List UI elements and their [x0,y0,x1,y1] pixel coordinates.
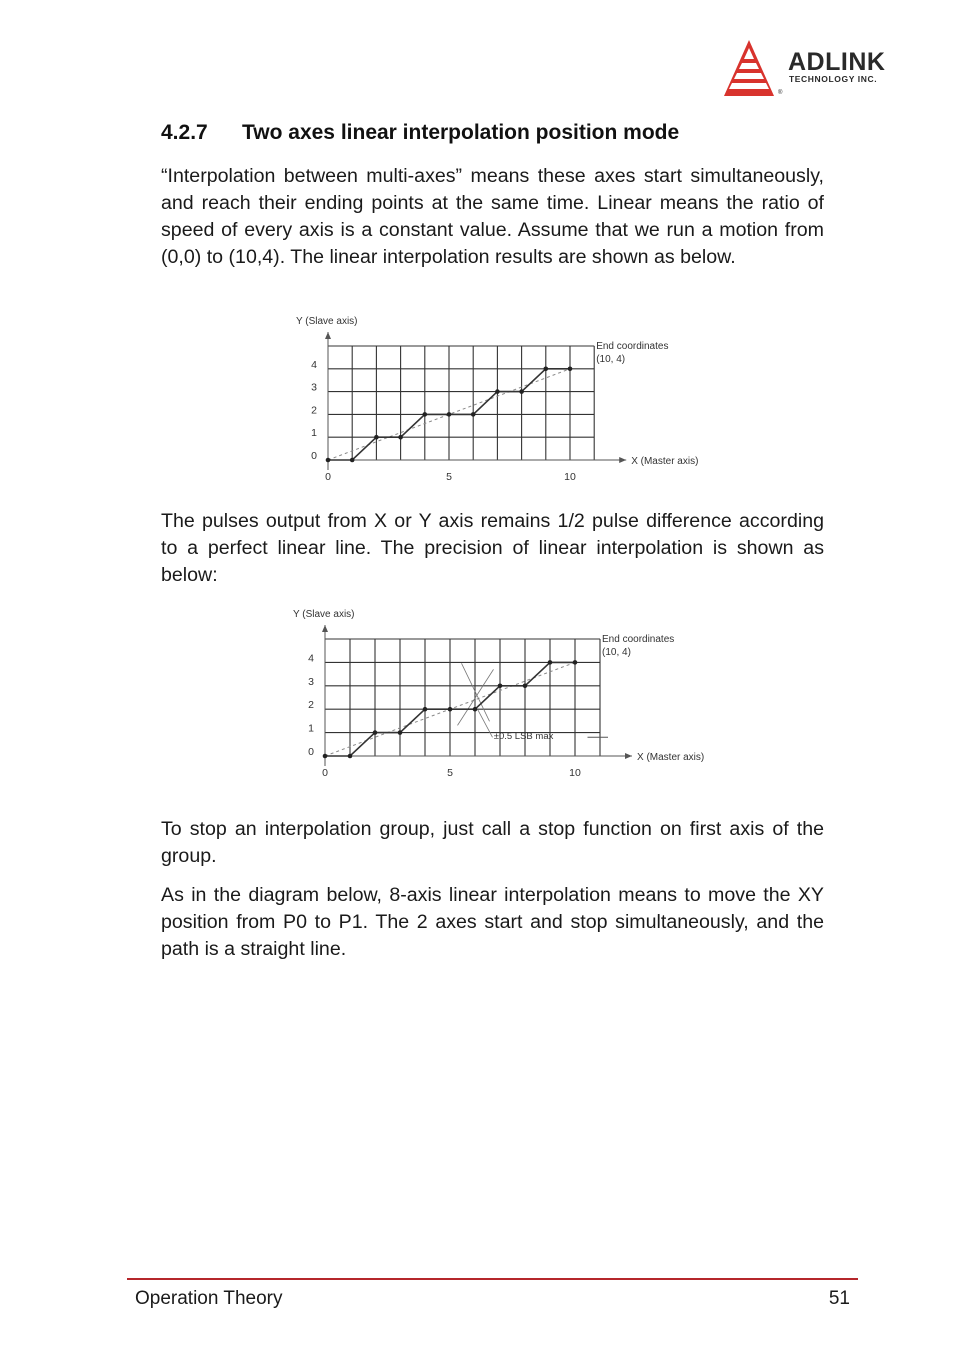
interpolation-point [447,412,452,417]
adlink-logo [722,38,912,100]
interpolation-point [471,412,476,417]
interpolation-point [374,435,379,440]
paragraph-pulse-precision: The pulses output from X or Y axis remains 1/2 pulse difference according to a perfect linear line. The precision of linear interpolation is shown as below: [161,510,824,586]
brand-subtitle: TECHNOLOGY INC. [789,74,878,84]
y-axis-arrow-icon [322,625,328,632]
interpolation-point [350,458,355,463]
interpolation-point [495,389,500,394]
interpolation-point [523,684,528,689]
brand-name: ADLINK [788,48,886,76]
interpolation-point [398,435,403,440]
x-tick-label: 0 [322,767,328,779]
y-tick-label: 2 [308,699,314,712]
end-coordinates-label: End coordinates [596,341,669,352]
footer-rule [127,1278,858,1280]
paragraph-intro: “Interpolation between multi-axes” means these axes start simultaneously, and reach their ending points at the same time. Linear means the ratio of speed of every axis is a constant value. Assume that we run a motion from (0,0) to (10,4). The linear interpolation results are shown as below. [161,165,824,268]
registered-mark: ® [778,90,783,96]
x-axis-arrow-icon [625,753,632,759]
interpolation-point [473,707,478,712]
section-number: 4.2.7 [161,121,208,144]
y-tick-label: 2 [311,404,317,417]
y-axis-label: Y (Slave axis) [293,609,355,620]
interpolation-point [519,389,524,394]
y-tick-label: 4 [311,358,317,371]
x-axis-label: X (Master axis) [631,456,699,467]
interpolation-point [498,684,503,689]
interpolation-point [423,707,428,712]
x-tick-label: 10 [564,471,576,483]
x-axis-arrow-icon [619,457,626,463]
x-tick-label: 5 [447,767,453,779]
paragraph-8-axis: As in the diagram below, 8-axis linear interpolation means to move the XY position from P0 to P1. The 2 axes start and stop simultaneously, and the path is a straight line. [161,884,824,960]
interpolation-point [573,660,578,665]
interpolation-point [548,660,553,665]
x-tick-label: 0 [325,471,331,483]
interpolation-result-chart [290,316,699,486]
interpolation-point [448,707,453,712]
section-title: Two axes linear interpolation position mode [242,121,680,144]
interpolation-point [326,458,331,463]
interpolation-point [398,730,403,735]
y-tick-label: 1 [311,427,317,440]
section-heading [161,121,679,145]
precision-label: ±0.5 LSB max [493,731,554,743]
interpolation-point [568,367,573,372]
y-tick-label: 3 [311,381,317,394]
interpolation-point [373,730,378,735]
x-axis-label: X (Master axis) [637,752,705,763]
x-tick-label: 5 [446,471,452,483]
end-coordinates-value: (10, 4) [596,354,626,365]
y-tick-label: 1 [308,722,314,735]
adlink-triangle-logo-icon [722,38,778,98]
interpolation-precision-chart [288,609,705,782]
x-tick-label: 10 [569,767,581,779]
interpolation-point [423,412,428,417]
y-tick-label: 4 [308,652,314,665]
interpolation-point [323,754,328,759]
page-number: 51 [828,1288,850,1309]
y-tick-label: 3 [308,675,314,688]
end-coordinates-value: (10, 4) [602,647,631,658]
end-coordinates-label: End coordinates [602,634,675,645]
paragraph-stop-group: To stop an interpolation group, just call a stop function on first axis of the group. [161,818,824,867]
y-axis-label: Y (Slave axis) [296,316,358,327]
y-tick-label: 0 [308,746,314,758]
y-tick-label: 0 [311,450,317,462]
footer-section-name: Operation Theory [135,1288,283,1309]
interpolation-point [348,754,353,759]
interpolation-point [544,367,549,372]
y-axis-arrow-icon [325,332,331,339]
